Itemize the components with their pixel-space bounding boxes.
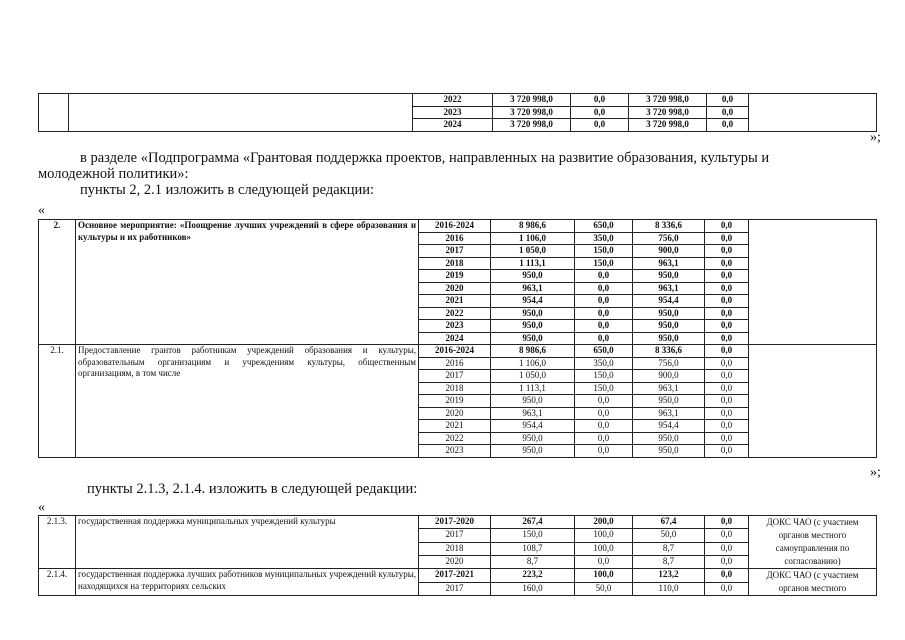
budget-region-cell: 950,0 bbox=[633, 307, 705, 320]
open-quote-2: « bbox=[38, 500, 45, 515]
other-cell: 0,0 bbox=[705, 382, 749, 395]
year-cell: 2023 bbox=[419, 445, 491, 458]
other-cell: 0,0 bbox=[705, 245, 749, 258]
responsible-org bbox=[749, 220, 877, 345]
budget-region-cell: 67,4 bbox=[633, 516, 705, 529]
year-cell: 2016-2024 bbox=[419, 345, 491, 358]
budget-okrug-cell: 150,0 bbox=[575, 245, 633, 258]
budget-okrug-cell: 350,0 bbox=[575, 357, 633, 370]
total-cell: 3 720 998,0 bbox=[493, 94, 571, 107]
other-cell: 0,0 bbox=[705, 232, 749, 245]
other-cell: 0,0 bbox=[705, 555, 749, 568]
budget-region-cell: 123,2 bbox=[633, 569, 705, 583]
other-cell: 0,0 bbox=[707, 94, 749, 107]
year-cell: 2017 bbox=[419, 529, 491, 542]
budget-okrug-cell: 0,0 bbox=[575, 307, 633, 320]
total-cell: 954,4 bbox=[491, 420, 575, 433]
budget-region-cell: 900,0 bbox=[633, 370, 705, 383]
budget-okrug-cell: 0,0 bbox=[571, 94, 629, 107]
budget-okrug-cell: 100,0 bbox=[575, 569, 633, 583]
year-cell: 2021 bbox=[419, 295, 491, 308]
year-cell: 2024 bbox=[413, 119, 493, 132]
budget-region-cell: 8 336,6 bbox=[633, 220, 705, 233]
total-cell: 160,0 bbox=[491, 582, 575, 596]
budget-okrug-cell: 0,0 bbox=[575, 555, 633, 568]
total-cell: 8,7 bbox=[491, 555, 575, 568]
total-cell: 150,0 bbox=[491, 529, 575, 542]
total-cell: 950,0 bbox=[491, 445, 575, 458]
total-cell: 963,1 bbox=[491, 282, 575, 295]
year-cell: 2017-2021 bbox=[419, 569, 491, 583]
budget-region-cell: 963,1 bbox=[633, 407, 705, 420]
year-cell: 2020 bbox=[419, 407, 491, 420]
budget-okrug-cell: 0,0 bbox=[575, 320, 633, 333]
total-cell: 1 050,0 bbox=[491, 245, 575, 258]
other-cell: 0,0 bbox=[705, 569, 749, 583]
budget-okrug-cell: 0,0 bbox=[571, 119, 629, 132]
item-name: Основное мероприятие: «Поощрение лучших учреждений в сфере образования и культуры и их работников» bbox=[76, 220, 419, 345]
budget-region-cell: 963,1 bbox=[633, 257, 705, 270]
budget-region-cell: 110,0 bbox=[633, 582, 705, 596]
other-cell: 0,0 bbox=[705, 220, 749, 233]
paragraph-section-heading-cont: молодежной политики»: bbox=[38, 166, 189, 182]
budget-region-cell: 963,1 bbox=[633, 382, 705, 395]
num-cell bbox=[39, 94, 69, 132]
budget-region-cell: 756,0 bbox=[633, 232, 705, 245]
budget-region-cell: 8 336,6 bbox=[633, 345, 705, 358]
year-cell: 2018 bbox=[419, 542, 491, 555]
year-cell: 2022 bbox=[419, 307, 491, 320]
total-cell: 954,4 bbox=[491, 295, 575, 308]
other-cell: 0,0 bbox=[705, 420, 749, 433]
budget-region-cell: 950,0 bbox=[633, 395, 705, 408]
other-cell: 0,0 bbox=[705, 357, 749, 370]
budget-okrug-cell: 0,0 bbox=[575, 295, 633, 308]
table-row bbox=[39, 345, 877, 358]
budget-region-cell: 3 720 998,0 bbox=[629, 106, 707, 119]
year-cell: 2017 bbox=[419, 245, 491, 258]
budget-okrug-cell: 0,0 bbox=[575, 270, 633, 283]
total-cell: 3 720 998,0 bbox=[493, 106, 571, 119]
year-cell: 2023 bbox=[419, 320, 491, 333]
year-cell: 2024 bbox=[419, 332, 491, 345]
year-cell: 2017 bbox=[419, 582, 491, 596]
budget-okrug-cell: 350,0 bbox=[575, 232, 633, 245]
total-cell: 223,2 bbox=[491, 569, 575, 583]
paragraph-instruction-1: пункты 2, 2.1 изложить в следующей редакции: bbox=[80, 182, 375, 198]
paragraph-section-heading: в разделе «Подпрограмма «Грантовая поддержка проектов, направленных на развитие образования, культуры и bbox=[80, 150, 770, 166]
total-cell: 950,0 bbox=[491, 270, 575, 283]
item-name: Предоставление грантов работникам учреждений образования и культуры, образовательным организациям и учреждениям культуры, общественным организациям, в том числе bbox=[76, 345, 419, 458]
total-cell: 1 113,1 bbox=[491, 382, 575, 395]
budget-region-cell: 900,0 bbox=[633, 245, 705, 258]
other-cell: 0,0 bbox=[705, 257, 749, 270]
total-cell: 267,4 bbox=[491, 516, 575, 529]
year-cell: 2016-2024 bbox=[419, 220, 491, 233]
other-cell: 0,0 bbox=[705, 370, 749, 383]
total-cell: 950,0 bbox=[491, 332, 575, 345]
budget-okrug-cell: 0,0 bbox=[575, 420, 633, 433]
other-cell: 0,0 bbox=[707, 119, 749, 132]
total-cell: 8 986,6 bbox=[491, 220, 575, 233]
other-cell: 0,0 bbox=[705, 270, 749, 283]
item-number: 2.1.4. bbox=[39, 569, 76, 596]
item-number: 2.1. bbox=[39, 345, 76, 458]
item-number: 2. bbox=[39, 220, 76, 345]
total-cell: 950,0 bbox=[491, 307, 575, 320]
budget-okrug-cell: 150,0 bbox=[575, 382, 633, 395]
total-cell: 950,0 bbox=[491, 432, 575, 445]
total-cell: 108,7 bbox=[491, 542, 575, 555]
table-row bbox=[39, 94, 877, 107]
item-name: государственная поддержка лучших работников муниципальных учреждений культуры, находящихся на территориях сельских bbox=[76, 569, 419, 596]
other-cell: 0,0 bbox=[705, 407, 749, 420]
budget-region-cell: 8,7 bbox=[633, 555, 705, 568]
responsible-org: ДОКС ЧАО (с участием органов местного самоуправления по согласованию) bbox=[749, 516, 877, 569]
year-cell: 2019 bbox=[419, 395, 491, 408]
budget-region-cell: 8,7 bbox=[633, 542, 705, 555]
other-cell: 0,0 bbox=[705, 542, 749, 555]
budget-okrug-cell: 50,0 bbox=[575, 582, 633, 596]
table-row bbox=[39, 569, 877, 583]
table-row bbox=[39, 516, 877, 529]
total-cell: 8 986,6 bbox=[491, 345, 575, 358]
total-cell: 1 113,1 bbox=[491, 257, 575, 270]
budget-okrug-cell: 0,0 bbox=[575, 282, 633, 295]
budget-okrug-cell: 100,0 bbox=[575, 529, 633, 542]
other-cell: 0,0 bbox=[705, 582, 749, 596]
year-cell: 2019 bbox=[419, 270, 491, 283]
year-cell: 2018 bbox=[419, 382, 491, 395]
item-name: государственная поддержка муниципальных учреждений культуры bbox=[76, 516, 419, 569]
other-cell: 0,0 bbox=[705, 395, 749, 408]
budget-okrug-cell: 650,0 bbox=[575, 220, 633, 233]
budget-okrug-cell: 100,0 bbox=[575, 542, 633, 555]
year-cell: 2022 bbox=[413, 94, 493, 107]
other-cell: 0,0 bbox=[705, 282, 749, 295]
total-cell: 963,1 bbox=[491, 407, 575, 420]
year-cell: 2016 bbox=[419, 232, 491, 245]
bottom-table bbox=[38, 515, 877, 596]
total-cell: 950,0 bbox=[491, 395, 575, 408]
top-table bbox=[38, 93, 877, 132]
budget-region-cell: 950,0 bbox=[633, 445, 705, 458]
year-cell: 2018 bbox=[419, 257, 491, 270]
table-row bbox=[39, 220, 877, 233]
responsible-org: ДОКС ЧАО (с участием органов местного bbox=[749, 569, 877, 596]
main-table bbox=[38, 219, 877, 458]
budget-region-cell: 950,0 bbox=[633, 332, 705, 345]
org-cell bbox=[749, 94, 877, 132]
year-cell: 2021 bbox=[419, 420, 491, 433]
other-cell: 0,0 bbox=[707, 106, 749, 119]
budget-region-cell: 50,0 bbox=[633, 529, 705, 542]
total-cell: 1 050,0 bbox=[491, 370, 575, 383]
year-cell: 2020 bbox=[419, 555, 491, 568]
paragraph-instruction-2: пункты 2.1.3, 2.1.4. изложить в следующей редакции: bbox=[87, 481, 418, 497]
other-cell: 0,0 bbox=[705, 307, 749, 320]
other-cell: 0,0 bbox=[705, 332, 749, 345]
other-cell: 0,0 bbox=[705, 445, 749, 458]
total-cell: 1 106,0 bbox=[491, 357, 575, 370]
budget-region-cell: 3 720 998,0 bbox=[629, 94, 707, 107]
total-cell: 3 720 998,0 bbox=[493, 119, 571, 132]
other-cell: 0,0 bbox=[705, 295, 749, 308]
close-quote-1: »; bbox=[870, 130, 881, 145]
year-cell: 2017-2020 bbox=[419, 516, 491, 529]
year-cell: 2023 bbox=[413, 106, 493, 119]
other-cell: 0,0 bbox=[705, 432, 749, 445]
other-cell: 0,0 bbox=[705, 516, 749, 529]
other-cell: 0,0 bbox=[705, 529, 749, 542]
budget-region-cell: 954,4 bbox=[633, 420, 705, 433]
other-cell: 0,0 bbox=[705, 320, 749, 333]
other-cell: 0,0 bbox=[705, 345, 749, 358]
close-quote-2: »; bbox=[870, 465, 881, 480]
total-cell: 950,0 bbox=[491, 320, 575, 333]
budget-okrug-cell: 200,0 bbox=[575, 516, 633, 529]
name-cell bbox=[69, 94, 413, 132]
budget-region-cell: 954,4 bbox=[633, 295, 705, 308]
item-number: 2.1.3. bbox=[39, 516, 76, 569]
budget-okrug-cell: 0,0 bbox=[575, 395, 633, 408]
responsible-org bbox=[749, 345, 877, 458]
budget-okrug-cell: 0,0 bbox=[575, 432, 633, 445]
budget-okrug-cell: 0,0 bbox=[571, 106, 629, 119]
year-cell: 2020 bbox=[419, 282, 491, 295]
open-quote-1: « bbox=[38, 203, 45, 218]
budget-okrug-cell: 650,0 bbox=[575, 345, 633, 358]
budget-okrug-cell: 150,0 bbox=[575, 370, 633, 383]
budget-okrug-cell: 0,0 bbox=[575, 332, 633, 345]
budget-okrug-cell: 0,0 bbox=[575, 445, 633, 458]
budget-region-cell: 3 720 998,0 bbox=[629, 119, 707, 132]
year-cell: 2016 bbox=[419, 357, 491, 370]
total-cell: 1 106,0 bbox=[491, 232, 575, 245]
budget-okrug-cell: 150,0 bbox=[575, 257, 633, 270]
year-cell: 2017 bbox=[419, 370, 491, 383]
budget-okrug-cell: 0,0 bbox=[575, 407, 633, 420]
year-cell: 2022 bbox=[419, 432, 491, 445]
budget-region-cell: 950,0 bbox=[633, 320, 705, 333]
budget-region-cell: 756,0 bbox=[633, 357, 705, 370]
budget-region-cell: 950,0 bbox=[633, 432, 705, 445]
budget-region-cell: 950,0 bbox=[633, 270, 705, 283]
budget-region-cell: 963,1 bbox=[633, 282, 705, 295]
